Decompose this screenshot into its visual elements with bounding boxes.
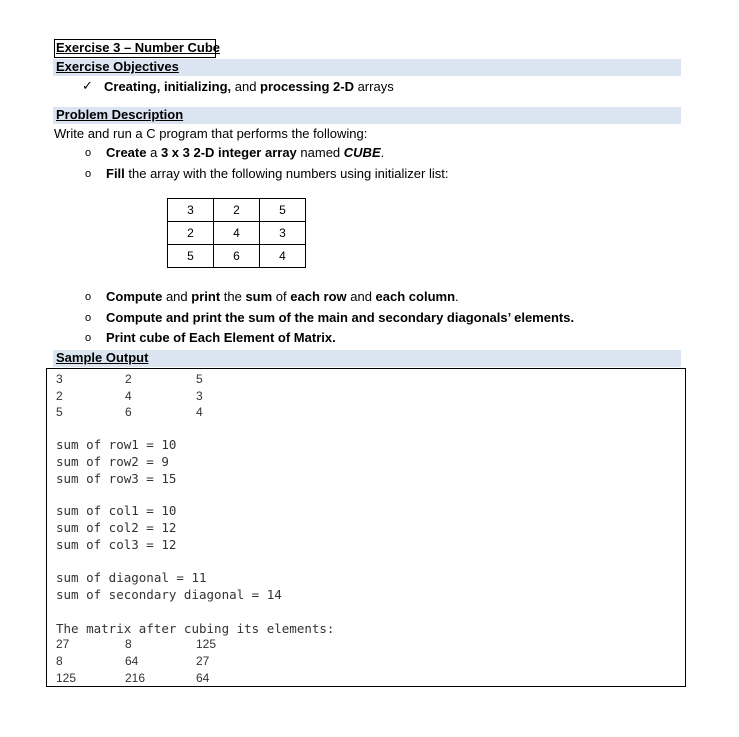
output-matrix-value: 3 (196, 389, 203, 403)
output-matrix-value: 6 (125, 405, 132, 419)
b3-p8: and (346, 289, 376, 304)
table-cell: 3 (260, 222, 306, 245)
output-cubed-value: 125 (196, 637, 217, 651)
b3-p9: each column (375, 289, 456, 304)
bullet-icon: o (85, 291, 92, 303)
output-cubed-value: 27 (196, 654, 210, 668)
table-cell: 2 (214, 199, 260, 222)
objectives-item-bold2: processing 2-D (260, 79, 354, 94)
objectives-item-end: arrays (353, 79, 394, 94)
table-row (168, 222, 306, 245)
output-matrix-value: 5 (196, 372, 203, 386)
bullet-5: Print cube of Each Element of Matrix. (106, 330, 336, 345)
b1-p3: 3 x 3 2-D integer array (160, 145, 297, 160)
b1-p6: . (380, 145, 385, 160)
b2-p2: the array with the following numbers using initializer list: (124, 166, 449, 181)
b1-p5: CUBE (343, 145, 381, 160)
output-matrix-value: 3 (56, 372, 63, 386)
output-secondary-diagonal: sum of secondary diagonal = 14 (56, 587, 282, 602)
table-cell: 4 (260, 245, 306, 268)
output-cubed-value: 8 (125, 637, 132, 651)
output-diagonal: sum of diagonal = 11 (56, 570, 207, 585)
b3-p7: each row (290, 289, 347, 304)
output-after-heading: The matrix after cubing its elements: (56, 621, 335, 636)
b3-p5: sum (245, 289, 273, 304)
output-row3: sum of row3 = 15 (56, 471, 177, 486)
output-matrix-value: 2 (56, 389, 63, 403)
b3-p6: of (272, 289, 291, 304)
bullet-icon: o (85, 312, 92, 324)
table-row (168, 245, 306, 268)
table-row (168, 199, 306, 222)
output-matrix-value: 4 (196, 405, 203, 419)
output-row2: sum of row2 = 9 (56, 454, 169, 469)
problem-intro: Write and run a C program that performs the following: (54, 126, 368, 141)
b3-p3: print (191, 289, 221, 304)
page-title: Exercise 3 – Number Cube (56, 40, 221, 55)
b3-p2: and (162, 289, 192, 304)
output-cubed-value: 125 (56, 671, 77, 685)
objectives-item (104, 79, 394, 94)
b3-p4: the (220, 289, 246, 304)
objectives-check-icon: ✓ (82, 78, 93, 93)
output-col1: sum of col1 = 10 (56, 503, 177, 518)
sample-heading: Sample Output (56, 350, 149, 365)
bullet-4: Compute and print the sum of the main and secondary diagonals’ elements. (106, 310, 575, 325)
output-cubed-value: 216 (125, 671, 146, 685)
bullet-icon: o (85, 168, 92, 180)
bullet-icon: o (85, 332, 92, 344)
output-col2: sum of col2 = 12 (56, 520, 177, 535)
table-cell: 2 (168, 222, 214, 245)
problem-heading: Problem Description (56, 107, 184, 122)
output-matrix-value: 4 (125, 389, 132, 403)
table-cell: 6 (214, 245, 260, 268)
b1-p2: a (146, 145, 161, 160)
output-col3: sum of col3 = 12 (56, 537, 177, 552)
table-cell: 4 (214, 222, 260, 245)
objectives-item-mid: and (231, 79, 261, 94)
output-row1: sum of row1 = 10 (56, 437, 177, 452)
b3-p1: Compute (106, 289, 163, 304)
table-cell: 5 (168, 245, 214, 268)
output-cubed-value: 8 (56, 654, 63, 668)
objectives-heading: Exercise Objectives (56, 59, 179, 74)
bullet-3 (106, 289, 459, 304)
b3-p10: . (455, 289, 459, 304)
output-matrix-value: 5 (56, 405, 63, 419)
output-matrix-value: 2 (125, 372, 132, 386)
objectives-item-bold: Creating, initializing, (104, 79, 232, 94)
output-cubed-value: 64 (196, 671, 210, 685)
bullet-1 (106, 145, 384, 160)
output-cubed-value: 27 (56, 637, 70, 651)
table-cell: 5 (260, 199, 306, 222)
b2-p1: Fill (106, 166, 125, 181)
b1-p4: named (296, 145, 344, 160)
bullet-2 (106, 166, 448, 181)
cube-table (167, 198, 306, 268)
b1-p1: Create (106, 145, 147, 160)
table-cell: 3 (168, 199, 214, 222)
bullet-icon: o (85, 147, 92, 159)
output-cubed-value: 64 (125, 654, 139, 668)
